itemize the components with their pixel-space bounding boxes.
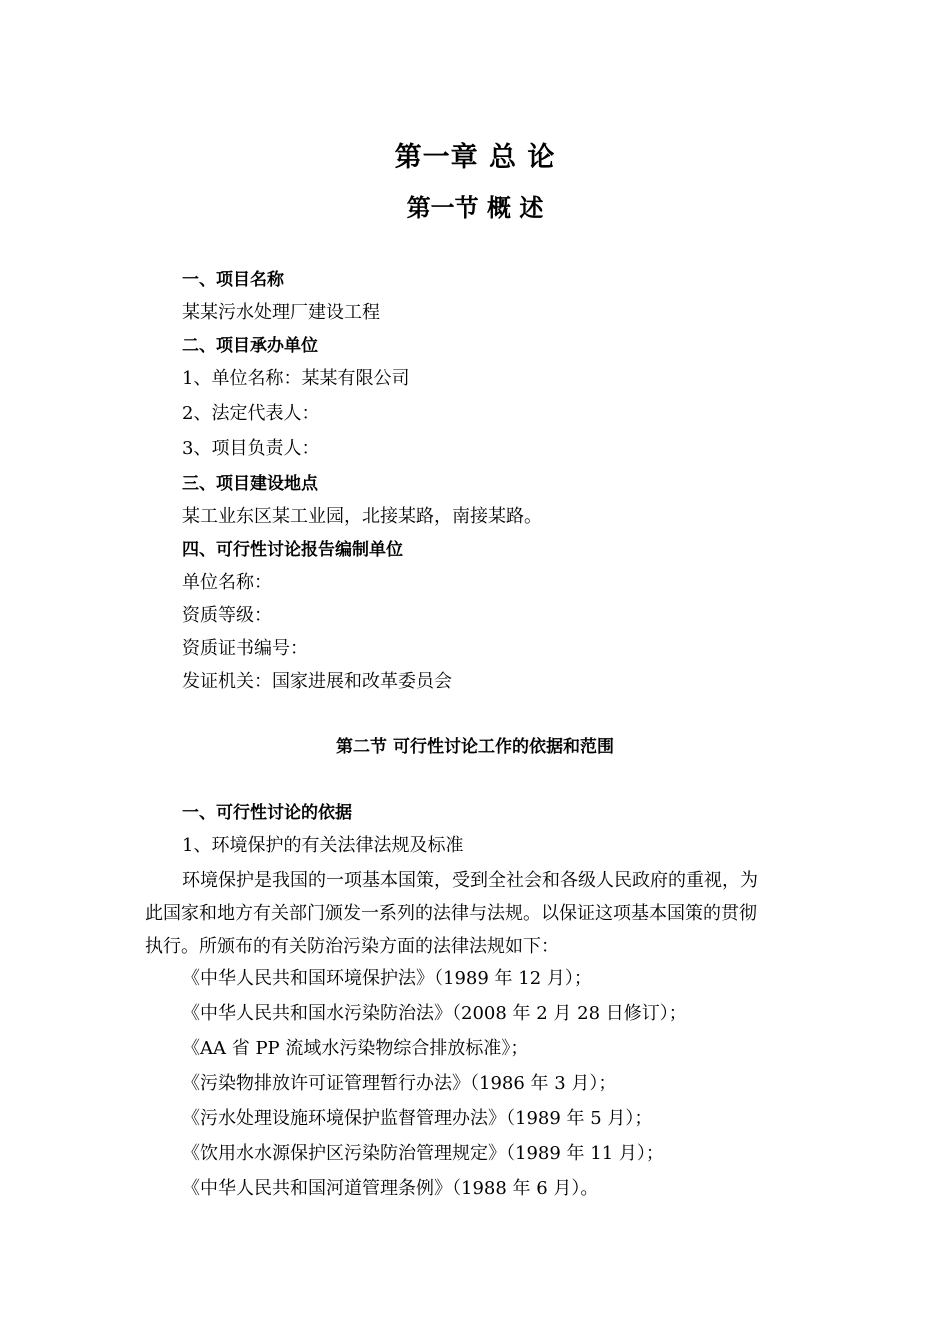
compiler-item: 资质证书编号： [182, 638, 308, 659]
basis-paragraph-line: 执行。所颁布的有关防治污染方面的法律法规如下： [145, 936, 559, 957]
chapter-title: 第一章 总 论 [394, 142, 556, 173]
project-name-value: 某某污水处理厂建设工程 [182, 302, 380, 323]
compiler-item: 单位名称： [182, 572, 272, 593]
law-item: 《AA 省 PP 流域水污染物综合排放标准》； [182, 1038, 529, 1059]
location-value: 某工业东区某工业园，北接某路，南接某路。 [182, 506, 542, 527]
compiler-item: 资质等级： [182, 605, 272, 626]
undertaker-item: 2、法定代表人： [182, 403, 320, 424]
law-item: 《污水处理设施环境保护监督管理办法》（1989 年 5 月）； [182, 1108, 653, 1129]
law-item: 《污染物排放许可证管理暂行办法》（1986 年 3 月）； [182, 1073, 617, 1094]
law-item: 《中华人民共和国水污染防治法》（2008 年 2 月 28 日修订）； [182, 1003, 687, 1024]
section2-title: 第二节 可行性讨论工作的依据和范围 [336, 737, 614, 757]
law-item: 《饮用水水源保护区污染防治管理规定》（1989 年 11 月）； [182, 1143, 664, 1164]
basis-paragraph-line: 此国家和地方有关部门颁发一系列的法律与法规。以保证这项基本国策的贯彻 [145, 903, 757, 924]
undertaker-item: 1、单位名称：某某有限公司 [182, 368, 410, 389]
compiler-item: 发证机关：国家进展和改革委员会 [182, 671, 452, 692]
basis-heading: 一、可行性讨论的依据 [182, 803, 352, 823]
location-heading: 三、项目建设地点 [182, 474, 318, 494]
basis-paragraph-line: 环境保护是我国的一项基本国策，受到全社会和各级人民政府的重视，为 [182, 870, 758, 891]
section1-title: 第一节 概 述 [406, 194, 544, 222]
basis-sub-heading: 1、环境保护的有关法律法规及标准 [182, 835, 464, 856]
project-name-heading: 一、项目名称 [182, 270, 284, 290]
compiler-heading: 四、可行性讨论报告编制单位 [182, 540, 403, 560]
law-item: 《中华人民共和国环境保护法》（1989 年 12 月）； [182, 968, 592, 989]
undertaker-heading: 二、项目承办单位 [182, 336, 318, 356]
undertaker-item: 3、项目负责人： [182, 438, 320, 459]
law-item: 《中华人民共和国河道管理条例》（1988 年 6 月）。 [182, 1178, 599, 1199]
